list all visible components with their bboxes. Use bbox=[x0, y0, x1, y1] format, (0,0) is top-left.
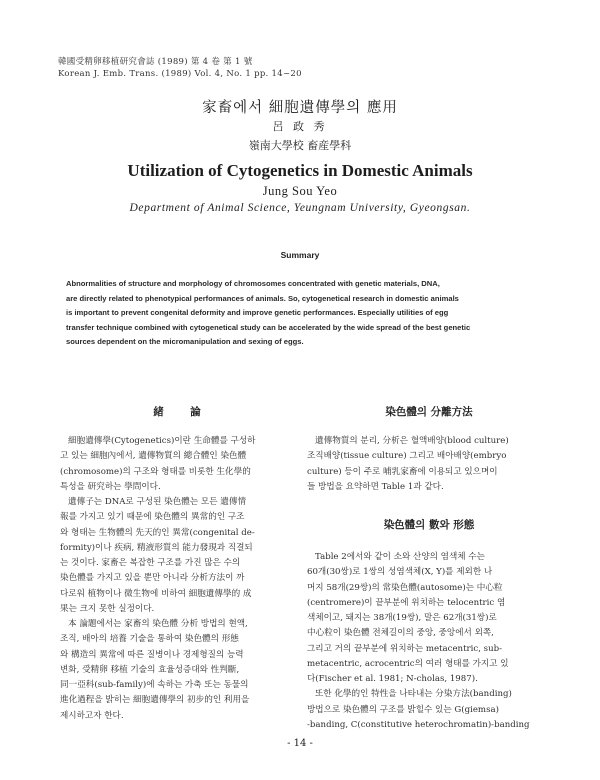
body-line: 遺傳物質의 분리, 分析은 혈액배양(blood culture) bbox=[315, 436, 509, 446]
introduction-body bbox=[60, 434, 302, 724]
body-line: 조직, 배아의 培養 기술을 통하여 染色體의 形態 bbox=[60, 634, 239, 645]
summary-body bbox=[66, 277, 536, 350]
body-line: 방법으로 染色體의 구조를 밝힐수 있는 G(giemsa) bbox=[307, 704, 499, 715]
title-english: Utilization of Cytogenetics in Domestic Animals bbox=[127, 161, 473, 180]
body-line: 遺傳子는 DNA로 구성된 染色體는 모든 遺傳情 bbox=[68, 497, 247, 507]
body-line: 조직배양(tissue culture) 그리고 배아배양(embryo bbox=[307, 451, 507, 462]
body-line: 제시하고자 한다. bbox=[60, 710, 124, 721]
summary-line: transfer technique combined with cytogenetical study can be accelerated by the wide spread of the best genetic bbox=[66, 322, 471, 332]
body-line: 그리고 거의 끝부분에 위치하는 metacentric, sub- bbox=[307, 643, 503, 654]
body-line: 고 있는 細胞內에서, 遺傳物質의 總合體인 染色體 bbox=[60, 451, 247, 462]
body-line: 들 방법을 요약하면 Table 1과 같다. bbox=[307, 481, 444, 492]
body-line: 다(Fischer et al. 1981; N-cholas, 1987). bbox=[307, 674, 478, 684]
body-line: 다로워 植物이나 微生物에 비하여 細胞遺傳學的 成 bbox=[60, 588, 252, 599]
body-line: 와 형태는 生物體의 先天的인 異常(congenital de- bbox=[60, 527, 255, 538]
body-line: -banding, C(constitutive heterochromatin)-banding bbox=[307, 719, 530, 730]
body-line: 색체이고, 돼지는 38개(19쌍), 말은 62개(31쌍)로 bbox=[307, 613, 497, 623]
summary-line: sources dependent on the micromanipulation and sexing of eggs. bbox=[66, 337, 304, 347]
body-line: 머지 58개(29쌍)의 常染色體(autosome)는 中心粒 bbox=[307, 582, 503, 593]
section-heading-introduction: 緒 論 bbox=[153, 406, 209, 418]
body-line: formity)이나 疾病, 精液形質의 能力發現과 직결되 bbox=[60, 542, 253, 553]
number-morphology-body bbox=[307, 550, 551, 733]
journal-header-korean: 韓國受精卵移植研究會誌 (1989) 第 4 卷 第 1 號 bbox=[58, 57, 253, 67]
body-line: 中心粒이 染色體 전체길이의 중앙, 중앙에서 외쪽, bbox=[307, 628, 494, 639]
body-line: 60개(30쌍)로 1쌍의 성염색체(X, Y)를 제외한 나 bbox=[307, 567, 493, 578]
body-line: 果는 크지 못한 실정이다. bbox=[60, 603, 155, 614]
summary-line: is important to prevent congenital deformity and improve genetic performances. Especially utilities of egg bbox=[66, 308, 449, 318]
summary-line: Abnormalities of structure and morphology of chromosomes concentrated with genetic materials, DNA, bbox=[66, 279, 440, 288]
body-line: 同一亞科(sub-family)에 속하는 가축 또는 동물의 bbox=[60, 680, 249, 690]
separation-body bbox=[307, 434, 551, 495]
summary-line: are directly related to phenotypical performances of animals. So, cytogenetical research in domestic animals bbox=[66, 293, 459, 303]
body-line: culture) 등이 주로 哺乳家畜에 이용되고 있으며이 bbox=[307, 466, 498, 477]
section-heading-chromosome-separation: 染色體의 分離方法 bbox=[385, 406, 473, 418]
title-korean: 家畜에서 細胞遺傳學의 應用 bbox=[202, 100, 398, 116]
body-line: 특성을 研究하는 學問이다. bbox=[60, 481, 161, 492]
body-line: 染色體를 가지고 있을 뿐만 아니라 分析方法이 까 bbox=[60, 573, 245, 584]
body-line: (centromere)이 끝부분에 위치하는 telocentric 염 bbox=[307, 597, 506, 608]
author-korean: 呂 政 秀 bbox=[272, 120, 328, 133]
affiliation-korean: 嶺南大學校 畜産學科 bbox=[248, 139, 352, 152]
body-line: 報를 가지고 있기 때문에 染色體의 異常的인 구조 bbox=[60, 512, 245, 523]
body-line: 細胞遺傳學(Cytogenetics)이란 生命體를 구성하 bbox=[68, 436, 256, 446]
body-line: 와 構造의 異常에 따른 질병이나 경제형질의 능력 bbox=[60, 649, 244, 660]
summary-heading: Summary bbox=[280, 250, 320, 260]
body-line: 本 論題에서는 家畜의 染色體 分析 방법의 현액, bbox=[68, 619, 248, 629]
journal-header-english: Korean J. Emb. Trans. (1989) Vol. 4, No. 1 pp. 14~20 bbox=[58, 69, 302, 79]
section-heading-chromosome-number: 染色體의 數와 形態 bbox=[383, 519, 475, 531]
author-english: Jung Sou Yeo bbox=[262, 184, 338, 198]
body-line: 는 것이다. 家畜은 복잡한 구조를 가진 많은 수의 bbox=[60, 558, 241, 568]
affiliation-english: Department of Animal Science, Yeungnam University, Gyeongsan. bbox=[129, 202, 471, 214]
body-line: Table 2에서와 같이 소와 산양의 염색체 수는 bbox=[315, 552, 485, 562]
body-line: (chromosome)의 구조와 형태를 비롯한 生化學的 bbox=[60, 466, 251, 477]
page-number: - 14 - bbox=[287, 738, 313, 749]
body-line: 변화, 受精卵 移植 기술의 효율성증대와 性判斷, bbox=[60, 664, 240, 675]
body-line: metacentric, acrocentric의 여러 형태를 가지고 있 bbox=[307, 658, 509, 669]
body-line: 또한 化學的인 特性을 나타내는 分染方法(banding) bbox=[315, 689, 512, 700]
body-line: 進化過程을 밝히는 細胞遺傳學의 初步的인 利用을 bbox=[60, 695, 250, 706]
